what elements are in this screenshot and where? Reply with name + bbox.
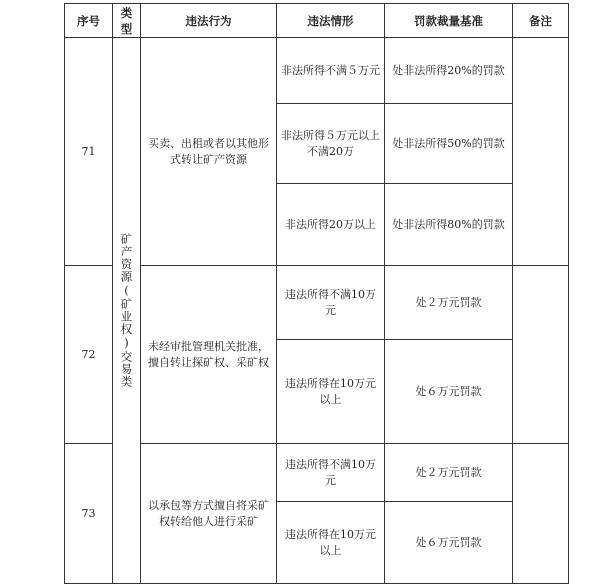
penalty-cell: 处２万元罚款 bbox=[385, 444, 513, 502]
circumstance-cell: 违法所得在10万元以上 bbox=[277, 340, 385, 444]
header-type: 类型 bbox=[113, 4, 141, 38]
circumstance-cell: 非法所得不满５万元 bbox=[277, 38, 385, 104]
circumstance-cell: 非法所得５万元以上不满20万 bbox=[277, 104, 385, 184]
table-row bbox=[65, 266, 569, 340]
header-violation: 违法行为 bbox=[141, 4, 277, 38]
circumstance-cell: 违法所得不满10万元 bbox=[277, 444, 385, 502]
violation-cell: 买卖、出租或者以其他形式转让矿产资源 bbox=[141, 38, 277, 266]
header-circumstance: 违法情形 bbox=[277, 4, 385, 38]
circumstance-cell: 违法所得不满10万元 bbox=[277, 266, 385, 340]
table-row bbox=[65, 38, 569, 104]
row-number: 71 bbox=[65, 38, 113, 266]
penalty-cell: 处非法所得50%的罚款 bbox=[385, 104, 513, 184]
category-label: 矿产资源(矿业权)交易类 bbox=[119, 233, 134, 388]
violation-cell: 未经审批管理机关批准，擅自转让探矿权、采矿权 bbox=[141, 266, 277, 444]
violation-cell: 以承包等方式擅自将采矿权转给他人进行采矿 bbox=[141, 444, 277, 584]
penalty-standards-table bbox=[64, 3, 569, 584]
remarks-cell bbox=[513, 444, 569, 584]
header-remarks: 备注 bbox=[513, 4, 569, 38]
remarks-cell bbox=[513, 38, 569, 266]
penalty-cell: 处６万元罚款 bbox=[385, 340, 513, 444]
table-row bbox=[65, 444, 569, 502]
penalty-cell: 处２万元罚款 bbox=[385, 266, 513, 340]
category-cell bbox=[113, 38, 141, 584]
row-number: 73 bbox=[65, 444, 113, 584]
penalty-cell: 处６万元罚款 bbox=[385, 502, 513, 584]
circumstance-cell: 违法所得在10万元以上 bbox=[277, 502, 385, 584]
header-no: 序号 bbox=[65, 4, 113, 38]
penalty-cell: 处非法所得80%的罚款 bbox=[385, 184, 513, 266]
penalty-cell: 处非法所得20%的罚款 bbox=[385, 38, 513, 104]
circumstance-cell: 非法所得20万以上 bbox=[277, 184, 385, 266]
header-penalty: 罚款裁量基准 bbox=[385, 4, 513, 38]
header-row bbox=[65, 4, 569, 38]
remarks-cell bbox=[513, 266, 569, 444]
row-number: 72 bbox=[65, 266, 113, 444]
